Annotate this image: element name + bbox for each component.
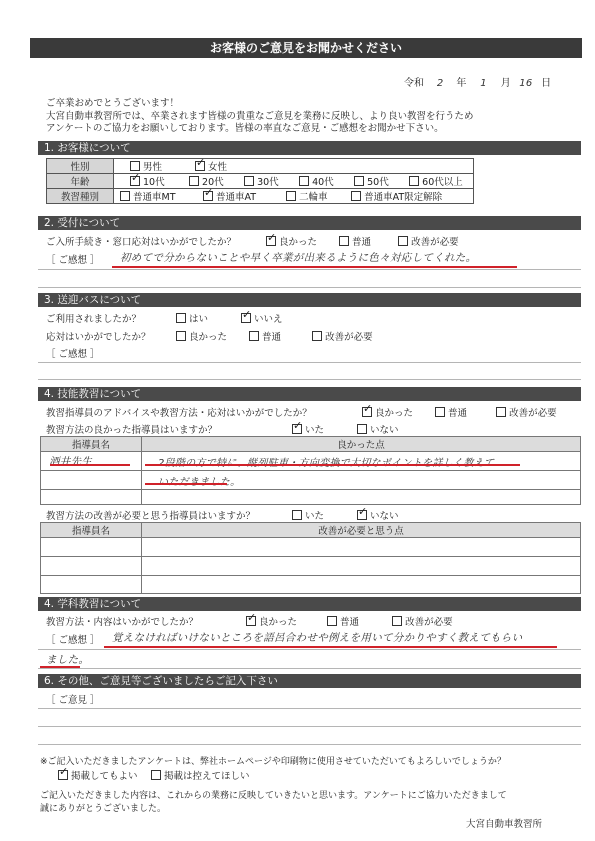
bus-service-question: 応対はいかがでしたか？ (46, 332, 151, 343)
reception-options (266, 234, 459, 248)
reception-question: ご入所手続き・窓口応対はいかがでしたか？ (46, 237, 237, 248)
section-heading-classroom: 4. 学科教習について (38, 597, 581, 611)
classroom-question: 教習方法・内容はいかがでしたか？ (46, 617, 199, 628)
consent-question: ※ご記入いただきましたアンケートは、弊社ホームページや印刷物に使用させていただいてもよろしいでしょうか？ (40, 757, 506, 767)
section-heading-customer: 1. お客様について (38, 141, 581, 155)
good-instructor-yes-option[interactable] (292, 422, 354, 436)
consent-allow-option[interactable] (58, 768, 148, 782)
reception-normal-option[interactable] (339, 234, 395, 248)
bus-no-option[interactable] (241, 311, 283, 325)
checkbox-checked-icon[interactable] (292, 424, 302, 434)
reception-good-option[interactable] (266, 234, 336, 248)
bus-used-question: ご利用されましたか？ (46, 314, 142, 325)
option-label: 改善が必要 (405, 617, 453, 628)
good-points-cell[interactable] (142, 490, 581, 505)
course-bike-option[interactable] (286, 189, 348, 203)
option-label: 改善が必要 (411, 237, 459, 248)
reception-comment-label: ［ ご感想 ］ (46, 255, 100, 266)
age-30s-option[interactable] (244, 174, 296, 188)
option-label: いない (370, 425, 399, 436)
course-at-option[interactable] (203, 189, 283, 203)
col-header-improve-points: 改善が必要と思う点 (142, 523, 581, 538)
checkbox-checked-icon[interactable] (195, 161, 205, 171)
driving-improve-option[interactable] (496, 405, 557, 419)
date-year: 2 (436, 78, 444, 89)
page-title: お客様のご意見をお聞かせください (30, 38, 582, 58)
age-10s-option[interactable] (130, 174, 186, 188)
course-row (47, 189, 474, 204)
bus-comment-label: ［ ご感想 ］ (46, 349, 100, 360)
option-label: 10代 (143, 177, 165, 188)
bad-instructor-options (292, 508, 399, 522)
consent-options (58, 768, 250, 782)
driving-question: 教習指導員のアドバイスや教習方法・応対はいかがでしたか？ (46, 408, 312, 419)
checkbox-icon[interactable] (120, 191, 130, 201)
age-row (47, 174, 474, 189)
checkbox-icon[interactable] (435, 407, 445, 417)
driving-good-option[interactable] (362, 405, 432, 419)
option-label: いいえ (254, 314, 283, 325)
option-label: 普通車AT限定解除 (364, 192, 443, 203)
checkbox-icon[interactable] (327, 616, 337, 626)
col-header-instructor: 指導員名 (41, 437, 142, 452)
red-underline (112, 266, 517, 268)
classroom-options (246, 614, 453, 628)
good-instructor-no-option[interactable] (357, 422, 399, 436)
section-heading-driving: 4. 技能教習について (38, 387, 581, 401)
good-instructor-table (40, 436, 581, 505)
gender-options (114, 159, 474, 174)
option-label: 改善が必要 (509, 408, 557, 419)
date-field (404, 74, 551, 89)
checkbox-icon[interactable] (398, 236, 408, 246)
bus-used-options (176, 311, 283, 325)
improve-points-cell[interactable] (142, 557, 581, 576)
bad-instructor-question: 教習方法の改善が必要と思う指導員はいますか？ (46, 511, 256, 522)
intro-text (46, 98, 474, 136)
instructor-name-cell[interactable] (41, 490, 142, 505)
option-label: 普通 (262, 332, 282, 343)
reception-question-row (46, 234, 236, 248)
option-label: 二輪車 (299, 192, 328, 203)
checkbox-checked-icon[interactable] (241, 313, 251, 323)
comment-line (38, 379, 581, 380)
customer-info-table (46, 158, 474, 204)
bad-instructor-table (40, 522, 581, 594)
option-label: 普通 (448, 408, 468, 419)
footer-text (40, 790, 507, 815)
improve-points-cell[interactable] (142, 538, 581, 557)
checkbox-icon[interactable] (354, 176, 364, 186)
bus-normal-option[interactable] (249, 329, 309, 343)
checkbox-checked-icon[interactable] (357, 510, 367, 520)
checkbox-icon[interactable] (151, 770, 161, 780)
checkbox-icon[interactable] (357, 424, 367, 434)
option-label: 掲載してもよい (71, 771, 138, 782)
improve-points-cell[interactable] (142, 576, 581, 594)
checkbox-checked-icon[interactable] (246, 616, 256, 626)
checkbox-icon[interactable] (409, 176, 419, 186)
classroom-comment-label: ［ ご感想 ］ (46, 635, 100, 646)
comment-line (38, 287, 581, 288)
option-label: 良かった (189, 332, 228, 343)
option-label: 良かった (259, 617, 298, 628)
option-label: 普通車AT (216, 192, 257, 203)
driving-normal-option[interactable] (435, 405, 493, 419)
comment-line (38, 362, 581, 363)
comment-line (38, 269, 581, 270)
checkbox-icon[interactable] (244, 176, 254, 186)
intro-line-3: アンケートのご協力をお願いしております。皆様の率直なご意見・ご感想をお聞かせ下さい。 (46, 123, 444, 134)
course-label: 教習種別 (47, 189, 114, 204)
bad-instructor-no-option[interactable] (357, 508, 399, 522)
checkbox-checked-icon[interactable] (203, 191, 213, 201)
option-label: 50代 (367, 177, 389, 188)
option-label: 良かった (279, 237, 318, 248)
bus-good-option[interactable] (176, 329, 246, 343)
footer-line-1: ご記入いただきました内容は、これからの業務に反映していきたいと思います。アンケートにご協力いただきまして (40, 791, 507, 801)
reception-improve-option[interactable] (398, 234, 459, 248)
classroom-improve-option[interactable] (392, 614, 453, 628)
comment-line (38, 668, 581, 669)
checkbox-icon[interactable] (392, 616, 402, 626)
comment-line (38, 708, 581, 709)
checkbox-icon[interactable] (339, 236, 349, 246)
checkbox-checked-icon[interactable] (266, 236, 276, 246)
classroom-normal-option[interactable] (327, 614, 389, 628)
gender-label: 性別 (47, 159, 114, 174)
age-50s-option[interactable] (354, 174, 406, 188)
comment-line (38, 649, 581, 650)
instructor-name-cell[interactable]: 酒井先生 (41, 452, 142, 471)
option-label: 普通 (340, 617, 360, 628)
instructor-name-cell[interactable] (41, 471, 142, 490)
intro-line-1: ご卒業おめでとうございます！ (46, 98, 180, 109)
section-heading-bus: 3. 送迎バスについて (38, 293, 581, 307)
option-label: 男性 (143, 162, 163, 173)
col-header-good-points: 良かった点 (142, 437, 581, 452)
option-label: 掲載は控えてほしい (164, 771, 250, 782)
comment-line (38, 744, 581, 745)
driving-options (362, 405, 557, 419)
age-options (114, 174, 474, 189)
good-points-cell-2[interactable]: いただきました。 (142, 471, 581, 490)
checkbox-checked-icon[interactable] (130, 176, 140, 186)
instructor-name-cell[interactable] (41, 538, 142, 557)
option-label: 40代 (312, 177, 334, 188)
option-label: はい (189, 314, 209, 325)
age-40s-option[interactable] (299, 174, 351, 188)
good-points-cell-1[interactable]: 2段階の方で特に、縦列駐車・方向変換で大切なポイントを詳しく教えて (142, 452, 581, 471)
option-label: 60代以上 (422, 177, 463, 188)
good-instructor-options (292, 422, 399, 436)
red-underline (145, 483, 227, 485)
bus-service-options (176, 329, 373, 343)
checkbox-icon[interactable] (312, 331, 322, 341)
date-year-unit: 年 (456, 78, 467, 89)
school-name: 大宮自動車教習所 (466, 819, 543, 830)
checkbox-icon[interactable] (496, 407, 506, 417)
option-label: いた (305, 425, 325, 436)
option-label: 女性 (208, 162, 228, 173)
red-underline (145, 464, 520, 466)
checkbox-icon[interactable] (176, 313, 186, 323)
option-label: いた (305, 511, 325, 522)
age-label: 年齢 (47, 174, 114, 189)
checkbox-checked-icon[interactable] (58, 770, 68, 780)
checkbox-icon[interactable] (130, 161, 140, 171)
bus-improve-option[interactable] (312, 329, 373, 343)
option-label: 普通車MT (133, 192, 176, 203)
checkbox-icon[interactable] (286, 191, 296, 201)
option-label: 30代 (257, 177, 279, 188)
course-mt-option[interactable] (120, 189, 200, 203)
gender-row (47, 159, 474, 174)
section-heading-reception: 2. 受付について (38, 216, 581, 230)
date-day: 16 (519, 78, 533, 89)
red-underline (104, 646, 557, 648)
intro-line-2: 大宮自動車教習所では、卒業されます皆様の貴重なご意見を業務に反映し、より良い教習を行うため (46, 110, 474, 122)
other-comment-label: ［ ご意見 ］ (46, 695, 100, 706)
option-label: 改善が必要 (325, 332, 373, 343)
comment-line (38, 726, 581, 727)
consent-deny-option[interactable] (151, 768, 250, 782)
footer-line-2: 誠にありがとうございました。 (40, 803, 167, 814)
option-label: 20代 (202, 177, 224, 188)
date-day-unit: 日 (541, 78, 552, 89)
section-heading-other: 6. その他、ご意見等ございましたらご記入下さい (38, 674, 581, 688)
instructor-name-cell[interactable] (41, 557, 142, 576)
option-label: いない (370, 511, 399, 522)
option-label: 普通 (352, 237, 372, 248)
checkbox-icon[interactable] (176, 331, 186, 341)
checkbox-checked-icon[interactable] (362, 407, 372, 417)
checkbox-icon[interactable] (299, 176, 309, 186)
age-20s-option[interactable] (189, 174, 241, 188)
col-header-instructor: 指導員名 (41, 523, 142, 538)
course-options (114, 189, 474, 204)
checkbox-icon[interactable] (351, 191, 361, 201)
classroom-good-option[interactable] (246, 614, 324, 628)
reception-comment[interactable]: 初めてで分からないことや早く卒業が出来るように色々対応してくれた。 (120, 252, 477, 264)
checkbox-icon[interactable] (249, 331, 259, 341)
bad-instructor-yes-option[interactable] (292, 508, 354, 522)
gender-female-option[interactable] (195, 159, 227, 173)
red-underline (50, 464, 130, 466)
course-at-limit-option[interactable] (351, 189, 442, 203)
instructor-name-cell[interactable] (41, 576, 142, 594)
option-label: 良かった (375, 408, 414, 419)
date-era: 令和 (404, 78, 424, 89)
classroom-comment-1[interactable]: 覚えなければいけないところを語呂合わせや例えを用いて分かりやすく教えてもらい (112, 632, 523, 644)
date-month-unit: 月 (500, 78, 511, 89)
bus-yes-option[interactable] (176, 311, 238, 325)
good-instructor-question: 教習方法の良かった指導員はいますか？ (46, 425, 218, 436)
date-month: 1 (480, 78, 487, 89)
checkbox-icon[interactable] (292, 510, 302, 520)
classroom-comment-2[interactable]: ました。 (46, 654, 90, 666)
checkbox-icon[interactable] (189, 176, 199, 186)
age-60s-option[interactable] (409, 174, 463, 188)
